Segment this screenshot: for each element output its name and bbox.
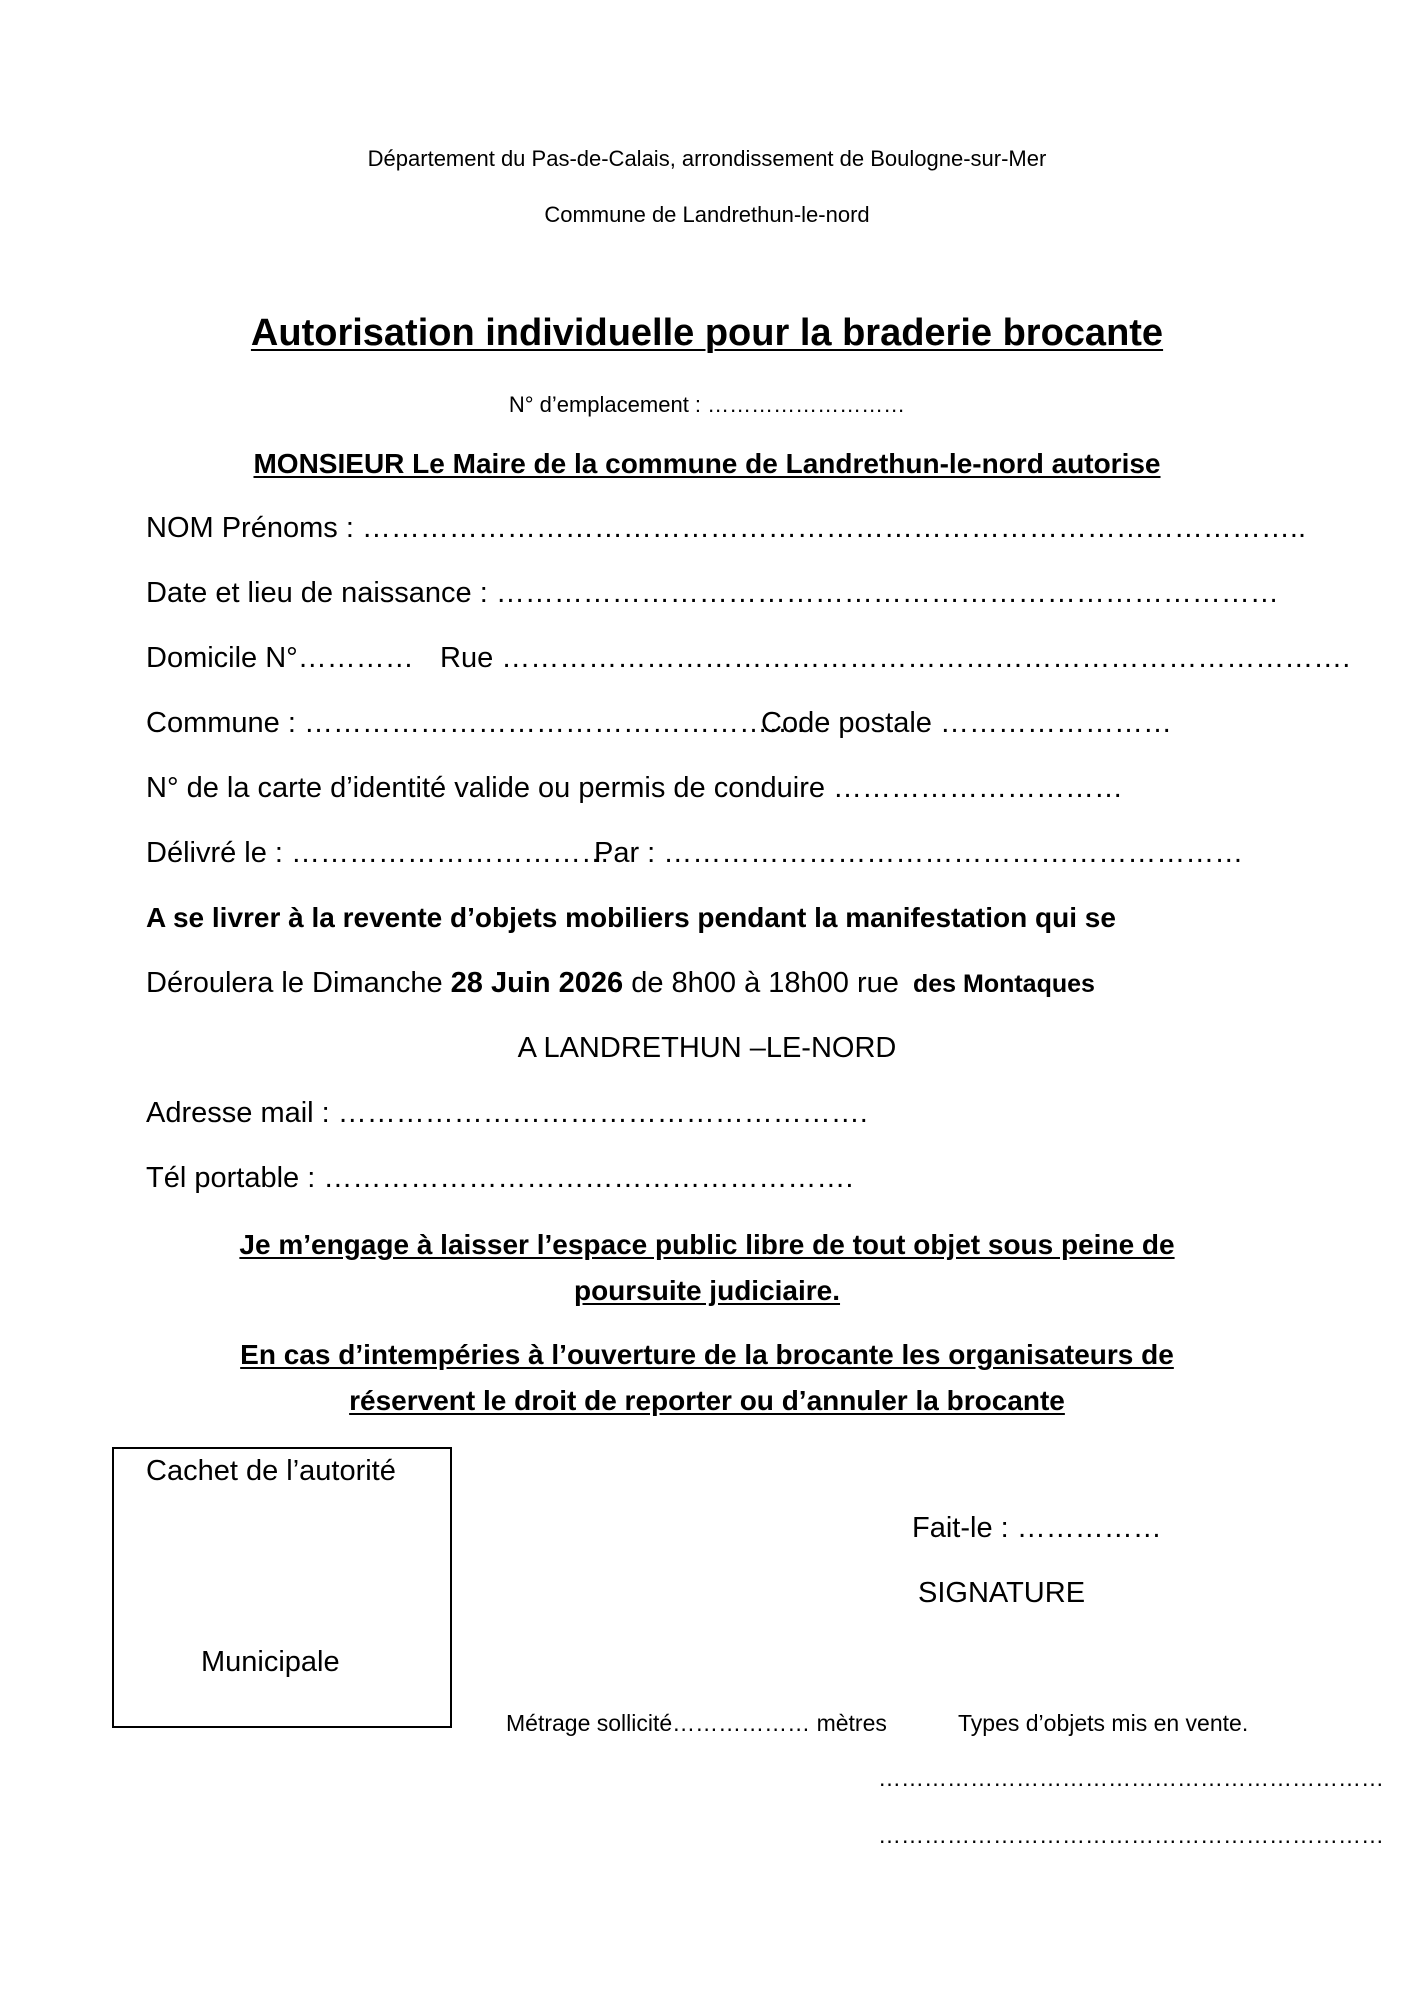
page-title: Autorisation individuelle pour la braderie brocante: [250, 312, 1164, 354]
stamp-label-line1: Cachet de l’autorité: [146, 1455, 396, 1487]
stamp-label-line2: Municipale: [201, 1646, 340, 1678]
authority-stamp-box: [112, 1447, 452, 1728]
emplacement-number-field: N° d’emplacement : ………………………: [508, 392, 906, 417]
requested-length-field: Métrage sollicité……………… mètres: [506, 1710, 887, 1736]
postal-code-field: Code postale ……………………: [761, 707, 1172, 739]
event-date: 28 Juin 2026: [450, 967, 624, 999]
engagement-notice-line2: poursuite judiciaire.: [573, 1275, 841, 1306]
object-types-label: Types d’objets mis en vente.: [958, 1710, 1249, 1736]
event-day-text: Déroulera le Dimanche: [146, 967, 451, 999]
signature-label: SIGNATURE: [918, 1577, 1086, 1609]
birth-date-place-field: Date et lieu de naissance : ………………………………………………………………………: [146, 577, 1279, 609]
name-field: NOM Prénoms : ……………………………………………………………………………………..: [146, 512, 1307, 544]
weather-notice-line1: En cas d’intempéries à l’ouverture de la brocante les organisateurs de: [240, 1339, 1174, 1370]
event-location: A LANDRETHUN –LE-NORD: [517, 1032, 897, 1064]
done-on-date-field: Fait-le : ……………: [912, 1512, 1162, 1544]
object-types-line1: …………………………………………………………: [878, 1765, 1384, 1791]
event-street: des Montaques: [912, 970, 1095, 998]
email-field: Adresse mail : ……………………………………………….: [146, 1097, 868, 1129]
issued-by-field: Par : ……………………………………………………: [594, 837, 1244, 869]
street-field: Rue …………………………………………………………………………….: [440, 642, 1351, 674]
engagement-notice: [0, 1222, 1414, 1314]
id-card-field: N° de la carte d’identité valide ou permis de conduire …………………………: [146, 772, 1124, 804]
event-hours: de 8h00 à 18h00 rue: [623, 967, 907, 999]
address-number-field: Domicile N°…………: [146, 642, 414, 674]
object-types-line2: …………………………………………………………: [878, 1822, 1384, 1848]
commune-header: Commune de Landrethun-le-nord: [544, 202, 870, 227]
issued-date-field: Délivré le : ……………………………: [146, 837, 611, 869]
mayor-authorization-line: MONSIEUR Le Maire de la commune de Landrethun-le-nord autorise: [253, 448, 1161, 479]
weather-notice: [0, 1332, 1414, 1424]
weather-notice-line2: réservent le droit de reporter ou d’annuler la brocante: [349, 1385, 1065, 1416]
department-header: Département du Pas-de-Calais, arrondissement de Boulogne-sur-Mer: [367, 146, 1047, 171]
event-date-line: [146, 967, 1095, 1000]
city-field: Commune : …………………………………………….: [146, 707, 805, 739]
mobile-phone-field: Tél portable : ……………………………………………….: [146, 1162, 854, 1194]
engagement-notice-line1: Je m’engage à laisser l’espace public libre de tout objet sous peine de: [239, 1229, 1175, 1260]
resale-statement: A se livrer à la revente d’objets mobiliers pendant la manifestation qui se: [146, 902, 1116, 933]
